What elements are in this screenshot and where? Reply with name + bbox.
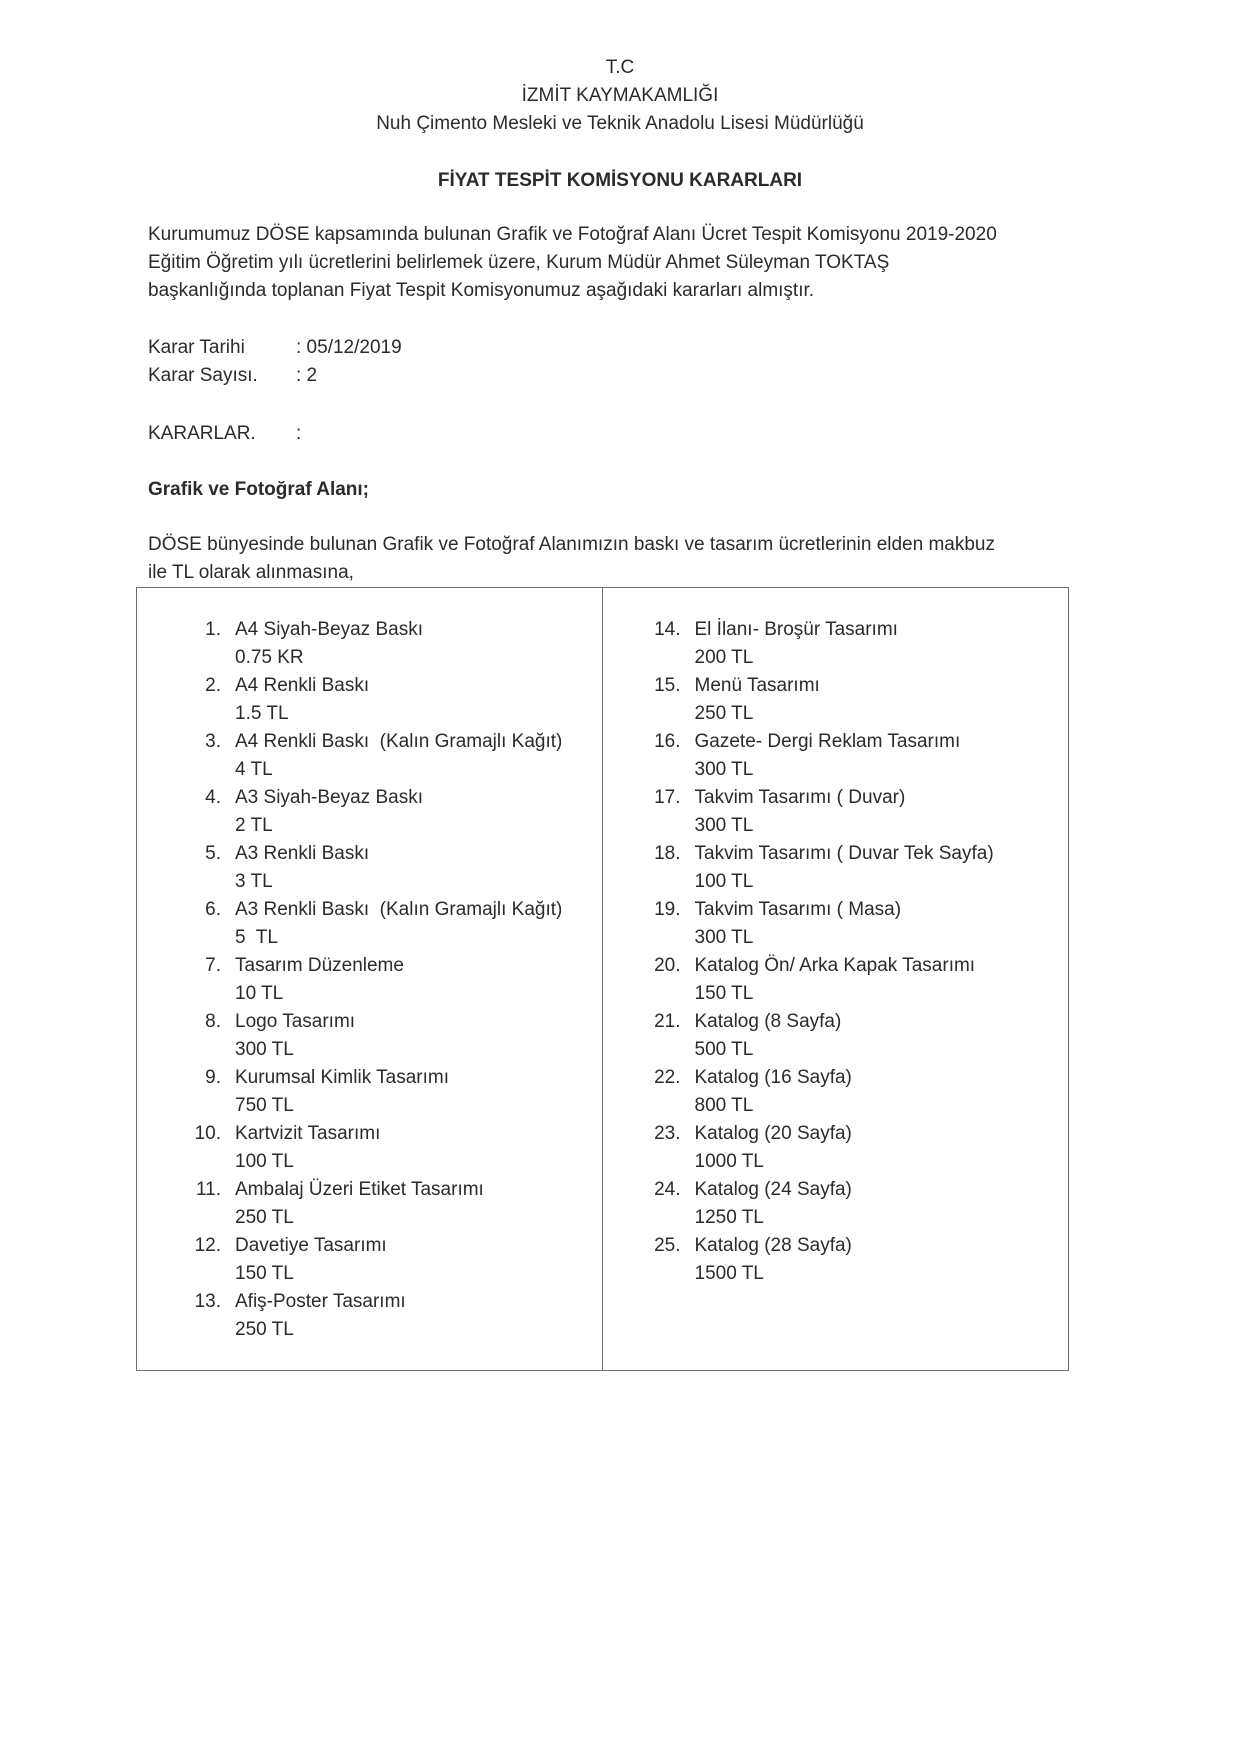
price-item-body: [235, 1176, 484, 1232]
price-item-price: 500 TL: [694, 1039, 754, 1060]
price-item-name: Kartvizit Tasarımı: [235, 1123, 381, 1144]
price-item-number: 19.: [654, 899, 681, 920]
decision-number-row: [148, 362, 402, 390]
price-item-name: A4 Renkli Baskı (Kalın Gramajlı Kağıt): [235, 731, 563, 752]
price-item-body: [695, 728, 961, 784]
price-item-price: 5 TL: [235, 927, 278, 948]
price-item: [183, 1176, 602, 1232]
price-item-price: 10 TL: [235, 983, 284, 1004]
header-country: T.C: [605, 57, 635, 78]
price-item-body: [695, 952, 976, 1008]
price-item-body: [235, 728, 562, 784]
price-item-price: 800 TL: [694, 1095, 754, 1116]
price-item-number: 7.: [205, 955, 221, 976]
price-item-body: [235, 616, 423, 672]
price-item-number: 21.: [654, 1011, 681, 1032]
decisions-heading: [148, 420, 301, 448]
decision-date-value: : 05/12/2019: [296, 337, 402, 358]
price-item: [183, 896, 602, 952]
price-item-name: A4 Renkli Baskı: [235, 675, 370, 696]
price-item: [643, 1232, 1069, 1288]
price-item-price: 300 TL: [694, 927, 754, 948]
price-item-number: 20.: [654, 955, 681, 976]
price-item-body: [695, 1064, 852, 1120]
intro-line: başkanlığında toplanan Fiyat Tespit Komisyonumuz aşağıdaki kararları almıştır.: [148, 280, 815, 301]
price-item-body: [695, 1232, 852, 1288]
price-item-number: 12.: [194, 1235, 221, 1256]
decision-date-label: Karar Tarihi: [148, 337, 245, 358]
decision-meta: [148, 334, 402, 390]
price-item: [643, 896, 1069, 952]
intro-line: Eğitim Öğretim yılı ücretlerini belirlemek üzere, Kurum Müdür Ahmet Süleyman TOKTAŞ: [148, 252, 890, 273]
document-header: [0, 54, 1240, 138]
price-item: [183, 1120, 602, 1176]
price-item-name: Menü Tasarımı: [694, 675, 820, 696]
price-column-left: [137, 588, 603, 1370]
price-item-name: Katalog (24 Sayfa): [694, 1179, 852, 1200]
price-item-price: 1000 TL: [694, 1151, 764, 1172]
price-item-number: 15.: [654, 675, 681, 696]
price-item-name: Takvim Tasarımı ( Masa): [694, 899, 902, 920]
price-item-body: [695, 1008, 842, 1064]
price-item-number: 13.: [194, 1291, 221, 1312]
section-title: Grafik ve Fotoğraf Alanı;: [148, 479, 369, 500]
price-item-number: 14.: [654, 619, 681, 640]
intro-paragraph: [148, 221, 1088, 305]
price-item-price: 250 TL: [235, 1207, 294, 1228]
price-item: [183, 1064, 602, 1120]
price-item: [183, 1232, 602, 1288]
price-item: [643, 1008, 1069, 1064]
price-item-price: 250 TL: [694, 703, 754, 724]
price-item-body: [235, 1064, 449, 1120]
price-item-body: [695, 616, 898, 672]
price-item-number: 4.: [205, 787, 221, 808]
price-item-number: 9.: [205, 1067, 221, 1088]
decision-line: ile TL olarak alınmasına,: [148, 562, 354, 583]
price-item-name: A3 Siyah-Beyaz Baskı: [235, 787, 423, 808]
price-item-price: 300 TL: [235, 1039, 294, 1060]
header-district: İZMİT KAYMAKAMLIĞI: [521, 85, 719, 106]
price-item-body: [695, 672, 820, 728]
price-item: [183, 840, 602, 896]
price-item-price: 1250 TL: [694, 1207, 764, 1228]
price-item: [183, 1288, 602, 1344]
price-item-price: 100 TL: [235, 1151, 294, 1172]
price-item-body: [235, 672, 369, 728]
price-item-price: 3 TL: [235, 871, 273, 892]
price-item-body: [695, 896, 902, 952]
price-item-number: 24.: [654, 1179, 681, 1200]
price-item-price: 100 TL: [694, 871, 754, 892]
price-item-name: Katalog (20 Sayfa): [694, 1123, 852, 1144]
price-item-price: 150 TL: [694, 983, 754, 1004]
price-item-price: 750 TL: [235, 1095, 294, 1116]
price-item-price: 4 TL: [235, 759, 273, 780]
price-table: [136, 587, 1069, 1371]
decision-number-label: Karar Sayısı.: [148, 365, 258, 386]
price-item-price: 200 TL: [694, 647, 754, 668]
decisions-colon: :: [296, 423, 302, 444]
price-item-name: Ambalaj Üzeri Etiket Tasarımı: [235, 1179, 484, 1200]
price-item-number: 8.: [205, 1011, 221, 1032]
price-item-name: Katalog (8 Sayfa): [694, 1011, 842, 1032]
decisions-label: KARARLAR.: [148, 423, 256, 444]
price-item: [643, 616, 1069, 672]
price-item-name: A3 Renkli Baskı (Kalın Gramajlı Kağıt): [235, 899, 563, 920]
price-item: [643, 784, 1069, 840]
price-item-name: Kurumsal Kimlik Tasarımı: [235, 1067, 449, 1088]
price-item-number: 25.: [654, 1235, 681, 1256]
price-item-number: 10.: [194, 1123, 221, 1144]
decision-line: DÖSE bünyesinde bulunan Grafik ve Fotoğraf Alanımızın baskı ve tasarım ücretlerinin elden makbuz: [148, 534, 995, 555]
price-item-number: 18.: [654, 843, 681, 864]
price-item-number: 23.: [654, 1123, 681, 1144]
price-item-name: Katalog Ön/ Arka Kapak Tasarımı: [694, 955, 976, 976]
price-item-name: A3 Renkli Baskı: [235, 843, 370, 864]
price-item-name: Katalog (16 Sayfa): [694, 1067, 852, 1088]
price-item-number: 17.: [654, 787, 681, 808]
price-item-name: A4 Siyah-Beyaz Baskı: [235, 619, 423, 640]
price-item-price: 250 TL: [235, 1319, 294, 1340]
price-item: [643, 952, 1069, 1008]
price-item-body: [695, 840, 994, 896]
price-item-body: [235, 840, 369, 896]
price-item-name: Davetiye Tasarımı: [235, 1235, 387, 1256]
price-item-price: 2 TL: [235, 815, 273, 836]
price-item-body: [695, 1176, 852, 1232]
price-item-price: 300 TL: [694, 815, 754, 836]
price-item-name: Tasarım Düzenleme: [235, 955, 404, 976]
price-column-right: [603, 588, 1069, 1370]
price-item-name: Afiş-Poster Tasarımı: [235, 1291, 406, 1312]
price-item: [183, 616, 602, 672]
price-item-price: 300 TL: [694, 759, 754, 780]
price-item: [183, 672, 602, 728]
price-item-body: [235, 896, 562, 952]
decision-paragraph: [148, 531, 1088, 587]
price-item: [643, 1064, 1069, 1120]
price-item-price: 1500 TL: [694, 1263, 764, 1284]
decision-number-value: : 2: [296, 365, 318, 386]
price-item-body: [235, 952, 404, 1008]
price-item-number: 16.: [654, 731, 681, 752]
price-item-number: 3.: [205, 731, 221, 752]
price-item-name: Takvim Tasarımı ( Duvar): [694, 787, 906, 808]
price-item: [183, 784, 602, 840]
price-item-number: 6.: [205, 899, 221, 920]
price-item-body: [695, 784, 906, 840]
price-item-price: 0.75 KR: [235, 647, 304, 668]
header-school: Nuh Çimento Mesleki ve Teknik Anadolu Lisesi Müdürlüğü: [376, 113, 864, 134]
price-item-body: [235, 1008, 355, 1064]
price-item: [643, 1120, 1069, 1176]
price-item-number: 2.: [205, 675, 221, 696]
price-item-number: 5.: [205, 843, 221, 864]
price-item-name: Logo Tasarımı: [235, 1011, 356, 1032]
price-item-name: El İlanı- Broşür Tasarımı: [694, 619, 898, 640]
document-title: FİYAT TESPİT KOMİSYONU KARARLARI: [437, 170, 803, 191]
price-item: [643, 728, 1069, 784]
price-item: [183, 1008, 602, 1064]
price-item-number: 11.: [195, 1179, 221, 1200]
decision-date-row: [148, 334, 402, 362]
price-item: [643, 672, 1069, 728]
price-item-number: 22.: [654, 1067, 681, 1088]
price-item: [183, 952, 602, 1008]
price-item: [183, 728, 602, 784]
intro-line: Kurumumuz DÖSE kapsamında bulunan Grafik ve Fotoğraf Alanı Ücret Tespit Komisyonu 2019-2020: [148, 224, 997, 245]
price-item-name: Takvim Tasarımı ( Duvar Tek Sayfa): [694, 843, 994, 864]
price-item-body: [235, 784, 423, 840]
price-item-price: 1.5 TL: [235, 703, 289, 724]
price-item: [643, 840, 1069, 896]
price-item-body: [235, 1232, 387, 1288]
price-item: [643, 1176, 1069, 1232]
price-item-name: Katalog (28 Sayfa): [694, 1235, 852, 1256]
price-item-body: [235, 1288, 406, 1344]
price-item-price: 150 TL: [235, 1263, 294, 1284]
price-item-name: Gazete- Dergi Reklam Tasarımı: [694, 731, 961, 752]
price-item-body: [235, 1120, 380, 1176]
price-item-number: 1.: [205, 619, 221, 640]
price-item-body: [695, 1120, 852, 1176]
